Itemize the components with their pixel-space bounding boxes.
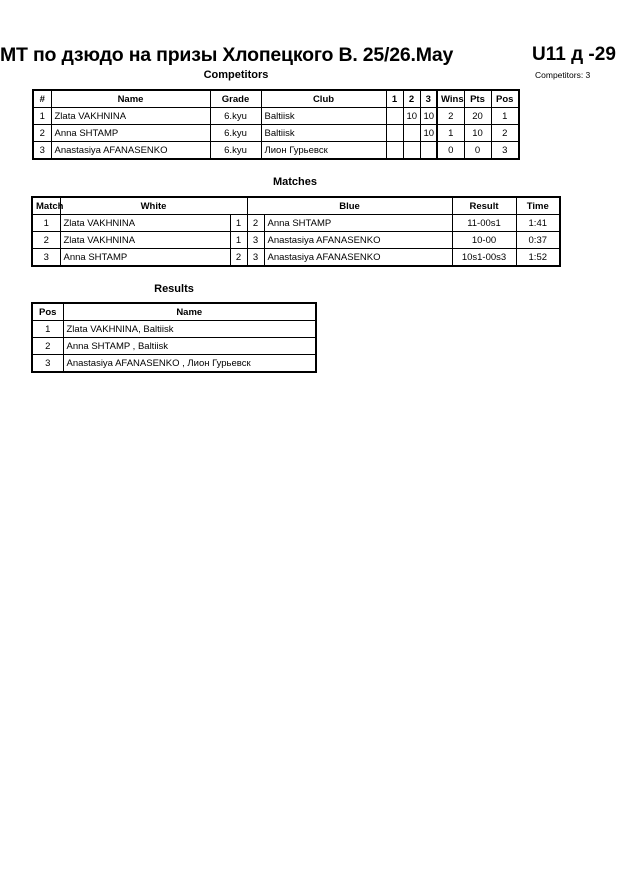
table-row [32, 321, 316, 338]
match-white-num: 2 [230, 249, 247, 267]
competitor-pts: 0 [464, 142, 491, 160]
match-white-num: 1 [230, 215, 247, 232]
table-row [32, 355, 316, 373]
result-name: Zlata VAKHNINA, Baltiisk [63, 321, 316, 338]
col-header-pos: Pos [32, 303, 63, 321]
match-blue-name: Anastasiya AFANASENKO [264, 232, 452, 249]
competitor-r1 [386, 108, 403, 125]
competitor-name: Anastasiya AFANASENKO [51, 142, 210, 160]
competitor-name: Zlata VAKHNINA [51, 108, 210, 125]
competitor-grade: 6.kyu [210, 108, 261, 125]
competitor-club: Baltiisk [261, 108, 386, 125]
competitor-pos: 1 [491, 108, 519, 125]
competitor-r2 [403, 142, 420, 160]
result-pos: 3 [32, 355, 63, 373]
col-header-club: Club [261, 90, 386, 108]
table-row [33, 125, 519, 142]
competitor-num: 2 [33, 125, 51, 142]
result-pos: 2 [32, 338, 63, 355]
competitor-r1 [386, 142, 403, 160]
matches-header-row [32, 197, 560, 215]
match-white-name: Anna SHTAMP [60, 249, 230, 267]
match-blue-name: Anna SHTAMP [264, 215, 452, 232]
table-row [32, 232, 560, 249]
match-blue-num: 3 [247, 249, 264, 267]
matches-section-title: Matches [272, 176, 318, 188]
col-header-result: Result [452, 197, 516, 215]
competitor-pos: 3 [491, 142, 519, 160]
competitor-num: 3 [33, 142, 51, 160]
match-blue-num: 3 [247, 232, 264, 249]
match-white-num: 1 [230, 232, 247, 249]
competitor-r3: 10 [420, 108, 437, 125]
competitor-r3 [420, 142, 437, 160]
result-pos: 1 [32, 321, 63, 338]
col-header-r3: 3 [420, 90, 437, 108]
col-header-wins: Wins [437, 90, 464, 108]
match-time: 0:37 [516, 232, 560, 249]
match-result: 10s1-00s3 [452, 249, 516, 267]
match-white-name: Zlata VAKHNINA [60, 232, 230, 249]
competitor-r2 [403, 125, 420, 142]
match-result: 11-00s1 [452, 215, 516, 232]
match-result: 10-00 [452, 232, 516, 249]
matches-table [31, 196, 561, 267]
competitor-wins: 1 [437, 125, 464, 142]
match-number: 2 [32, 232, 60, 249]
match-number: 1 [32, 215, 60, 232]
competitor-grade: 6.kyu [210, 142, 261, 160]
match-time: 1:52 [516, 249, 560, 267]
result-name: Anna SHTAMP , Baltiisk [63, 338, 316, 355]
competitors-table [32, 89, 520, 160]
table-row [33, 108, 519, 125]
table-row [32, 249, 560, 267]
competitor-club: Лион Гурьевск [261, 142, 386, 160]
competitor-pos: 2 [491, 125, 519, 142]
col-header-grade: Grade [210, 90, 261, 108]
table-row [32, 215, 560, 232]
category-label: U11 д -29 [532, 44, 616, 65]
col-header-time: Time [516, 197, 560, 215]
page-title: MT по дзюдо на призы Хлопецкого В. 25/26.May [0, 44, 454, 66]
competitor-r3: 10 [420, 125, 437, 142]
competitor-wins: 0 [437, 142, 464, 160]
col-header-blue: Blue [247, 197, 452, 215]
col-header-r2: 2 [403, 90, 420, 108]
results-section-title: Results [154, 283, 194, 295]
match-time: 1:41 [516, 215, 560, 232]
match-number: 3 [32, 249, 60, 267]
competitor-club: Baltiisk [261, 125, 386, 142]
match-white-name: Zlata VAKHNINA [60, 215, 230, 232]
competitor-num: 1 [33, 108, 51, 125]
table-row [32, 338, 316, 355]
col-header-pos: Pos [491, 90, 519, 108]
col-header-num: # [33, 90, 51, 108]
competitor-r1 [386, 125, 403, 142]
competitors-header-row [33, 90, 519, 108]
col-header-match: Match [32, 197, 60, 215]
col-header-white: White [60, 197, 247, 215]
col-header-pts: Pts [464, 90, 491, 108]
match-blue-num: 2 [247, 215, 264, 232]
results-table [31, 302, 317, 373]
col-header-r1: 1 [386, 90, 403, 108]
competitor-grade: 6.kyu [210, 125, 261, 142]
col-header-name: Name [51, 90, 210, 108]
match-blue-name: Anastasiya AFANASENKO [264, 249, 452, 267]
competitor-r2: 10 [403, 108, 420, 125]
competitors-section-title: Competitors [203, 69, 269, 81]
competitor-name: Anna SHTAMP [51, 125, 210, 142]
result-name: Anastasiya AFANASENKO , Лион Гурьевск [63, 355, 316, 373]
table-row [33, 142, 519, 160]
competitor-pts: 10 [464, 125, 491, 142]
competitor-wins: 2 [437, 108, 464, 125]
competitor-pts: 20 [464, 108, 491, 125]
col-header-name: Name [63, 303, 316, 321]
competitors-count: Competitors: 3 [535, 70, 591, 80]
results-header-row [32, 303, 316, 321]
